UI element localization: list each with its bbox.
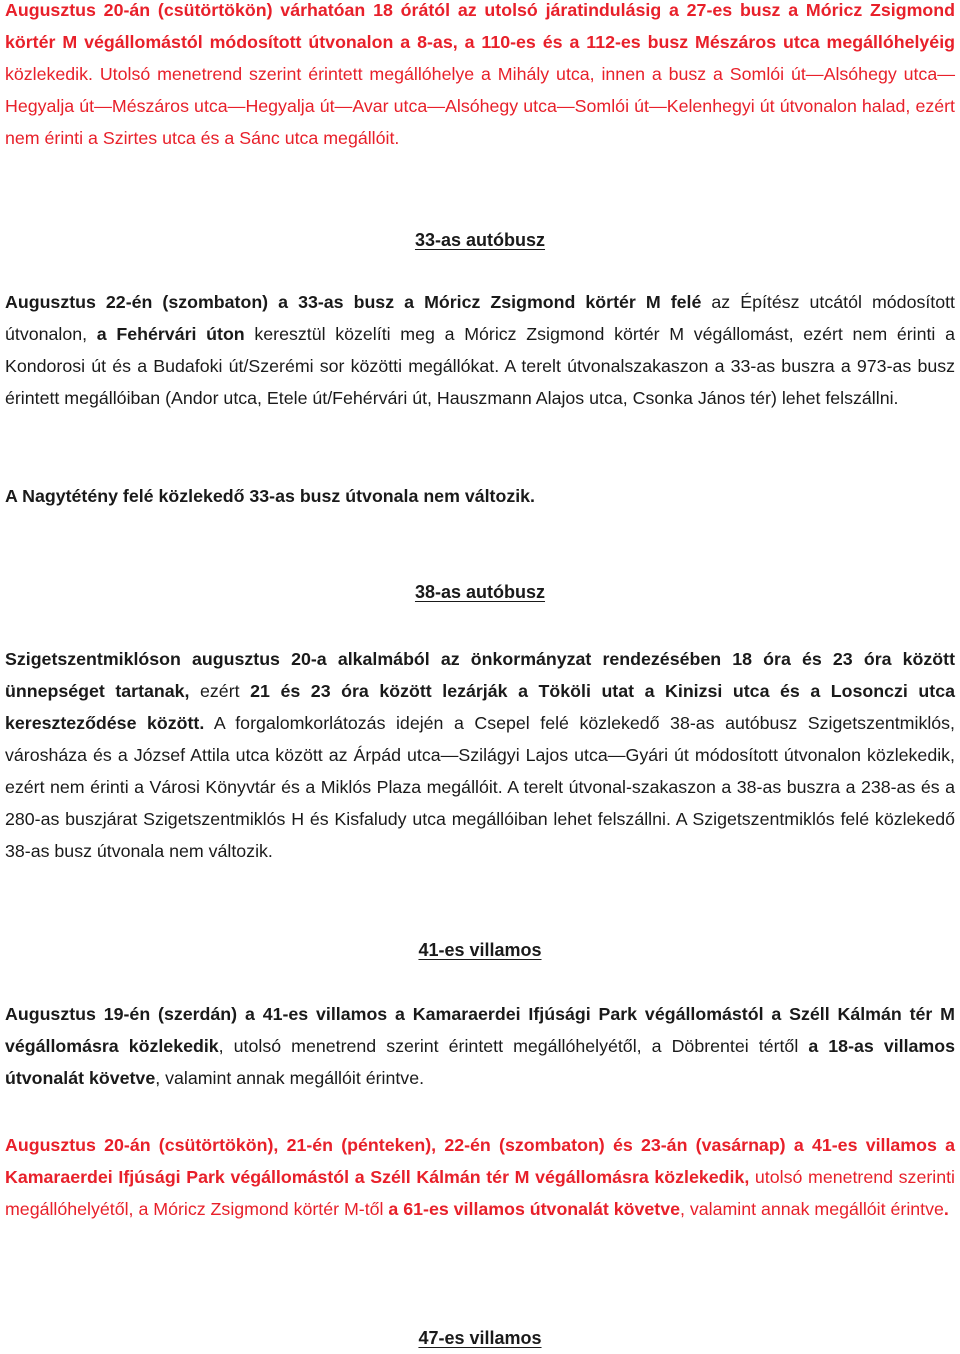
text: utolsó menetrend szerinti megállóhelyétől, a Móricz Zsigmond körtér M-től — [5, 1167, 955, 1219]
bold-text: Augusztus 20-án (csütörtökön), 21-én (pénteken), 22-én (szombaton) és 23-án (vasárnap) a 41-es villamos a Kamaraerdei Ifjúsági Park végállomástól a Széll Kálmán tér M végállomásra közlekedik, — [5, 1135, 955, 1187]
text: A forgalomkorlátozás idején a Csepel felé közlekedő 38-as autóbusz Szigetszentmiklós, városháza és a József Attila utca között az Árpád utca—Szilágyi Lajos utca—Gyári út módosított útvonalon közlekedik, ezért nem érinti a Városi Könyvtár és a Miklós Plaza megállóit. A terelt útvonal-szakaszon a 38-as buszra a 238-as és a 280-as buszjárat Szigetszentmiklós H és Kisfaludy utca megállóiban lehet felszállni. A Szigetszentmiklós felé közlekedő 38-as busz útvonala nem változik. — [5, 713, 956, 861]
heading-33-bus: 33-as autóbusz — [414, 230, 546, 250]
text: , valamint annak megállóit érintve. — [155, 1068, 425, 1088]
bold-text: a 61-es villamos útvonalát követve — [388, 1199, 680, 1219]
bold-text: a Fehérvári úton — [96, 324, 245, 344]
paragraph-33-bus — [5, 286, 955, 414]
text: ezért — [189, 681, 251, 701]
paragraph-38-bus — [5, 643, 955, 867]
text: keresztül közelíti meg a Móricz Zsigmond körtér M végállomást, ezért nem érinti a Kondorosi út és a Budafoki út/Szerémi sor közötti megállókat. A terelt útvonalszakaszon a 33-as buszra a 973-as busz érintett megállóiban (Andor utca, Etele út/Fehérvári út, Hauszmann Alajos utca, Csonka János tér) lehet felszállni. — [5, 324, 955, 408]
heading-41-tram: 41-es villamos — [418, 940, 542, 960]
bold-text: Szigetszentmiklóson augusztus 20-a alkalmából az önkormányzat rendezésében 18 óra és 23 óra között ünnepséget tartanak, — [5, 649, 955, 701]
bold-text: 21 és 23 óra között lezárják a Tököli utat a Kinizsi utca és a Losonczi utca kereszteződése között. — [5, 681, 955, 733]
text: az Építész utcától módosított útvonalon, — [5, 292, 955, 344]
text: , utolsó menetrend szerint érintett megállóhelyétől, a Döbrentei tértől — [218, 1036, 809, 1056]
bold-text: a 18-as villamos útvonalát követve — [5, 1036, 955, 1088]
text: , valamint annak megállóit érintve — [679, 1199, 944, 1219]
bold-text: Augusztus 20-án (csütörtökön) várhatóan 18 órától az utolsó járatindulásig a 27-es busz a Móricz Zsigmond körtér M végállomástól módosított útvonalon a 8-as, a 110-es és a 112-es busz Mészáros utca megállóhelyéig — [5, 0, 955, 52]
text: közlekedik. Utolsó menetrend szerint érintett megállóhelye a Mihály utca, innen a busz a Somlói út—Alsóhegy utca—Hegyalja út—Mészáros utca—Hegyalja út—Avar utca—Alsóhegy utca—Somlói út—Kelenhegyi út útvonalon halad, ezért nem érinti a Szirtes utca és a Sánc utca megállóit. — [5, 64, 955, 148]
paragraph-33-bus-note: A Nagytétény felé közlekedő 33-as busz útvonala nem változik. — [5, 486, 535, 506]
heading-47-tram: 47-es villamos — [418, 1328, 542, 1348]
paragraph-27-bus — [5, 0, 955, 154]
paragraph-41-tram-aug19 — [5, 998, 955, 1094]
bold-text: Augusztus 22-én (szombaton) a 33-as busz a Móricz Zsigmond körtér M felé — [5, 292, 702, 312]
paragraph-41-tram-aug20-23 — [5, 1129, 955, 1225]
heading-38-bus: 38-as autóbusz — [414, 582, 546, 602]
bold-text: Augusztus 19-én (szerdán) a 41-es villamos a Kamaraerdei Ifjúsági Park végállomástól a Széll Kálmán tér M végállomásra közlekedik — [5, 1004, 955, 1056]
bold-text: . — [943, 1199, 949, 1219]
